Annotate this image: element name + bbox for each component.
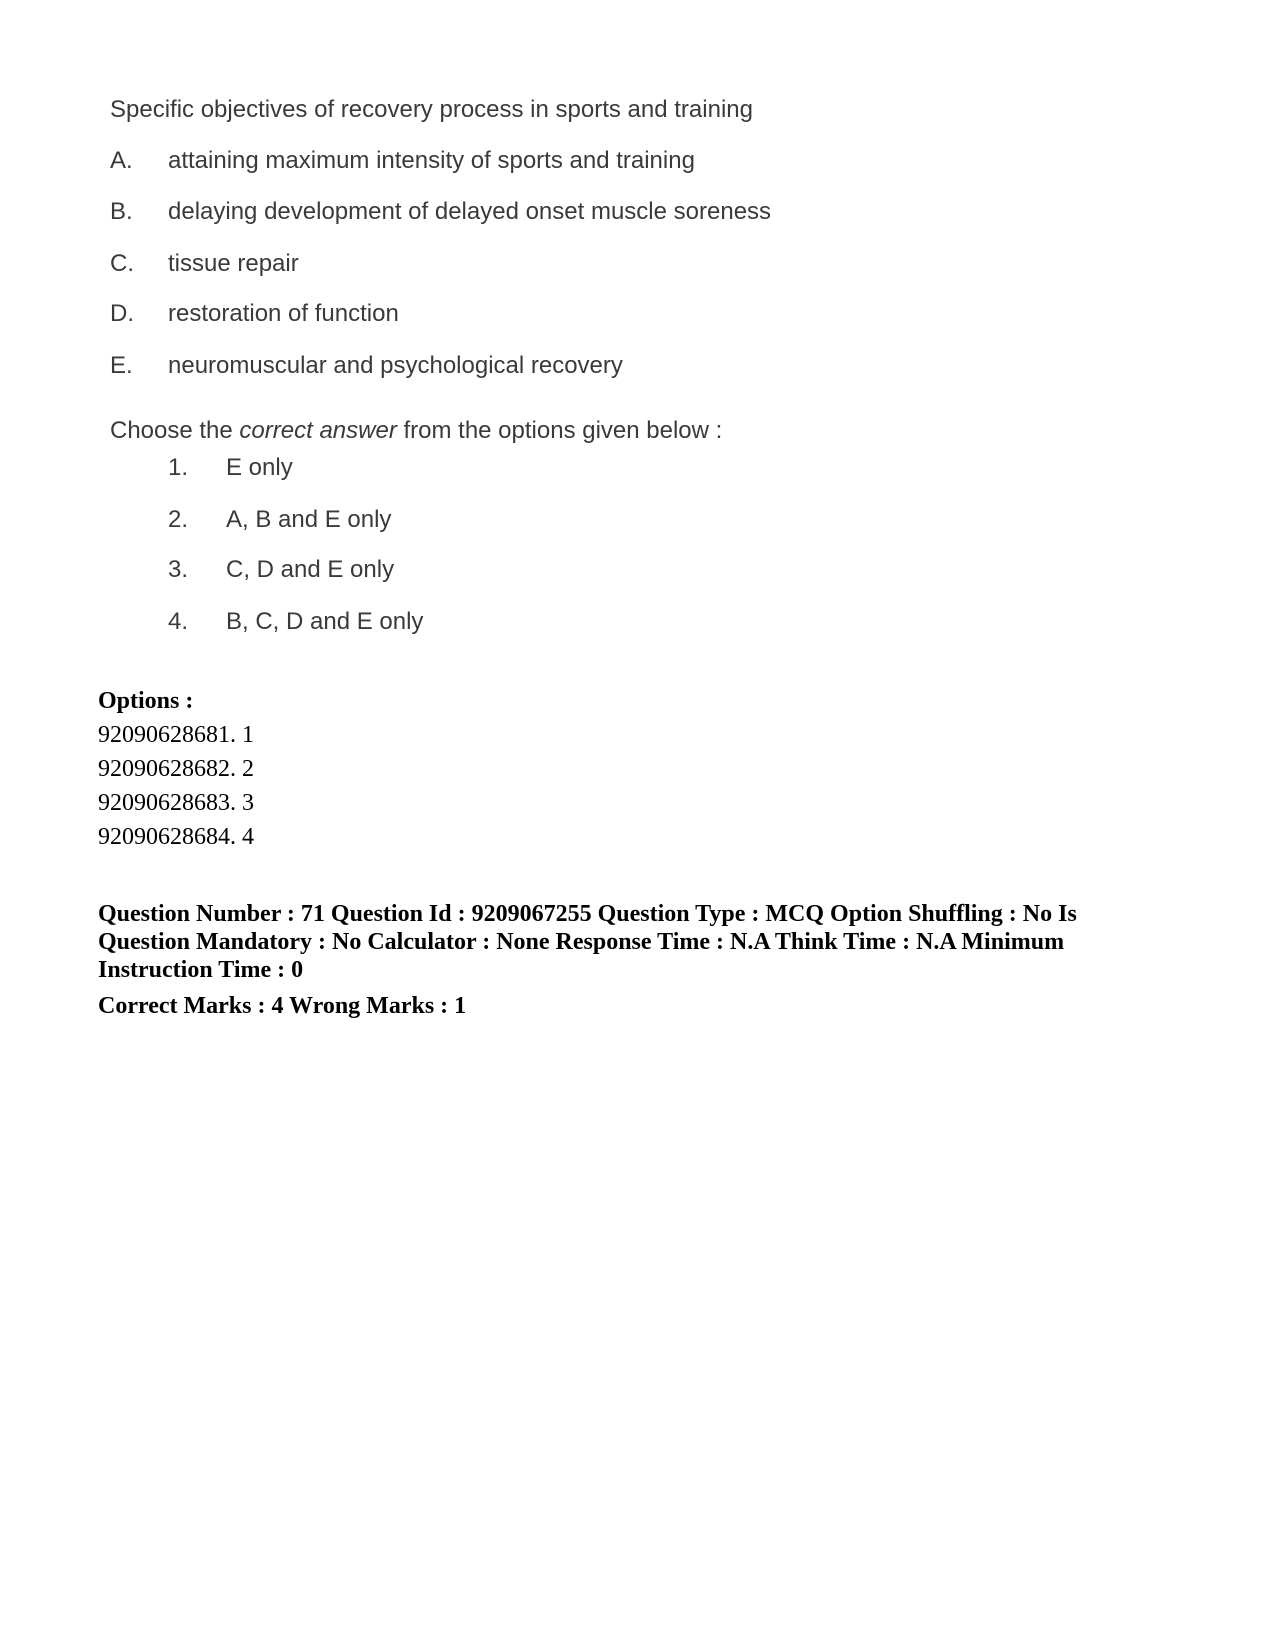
option-item-1: 92090628681. 1 [98,722,254,748]
statement-letter: A. [110,147,133,174]
choice-number: 4. [168,608,189,635]
choice-text: C, D and E only [226,556,395,583]
question-meta: Question Number : 71 Question Id : 9209067255 Question Type : MCQ Option Shuffling : No Is Question Mandatory : No Calculator : None Response Time : N.A Think Time : N.A Minimum Instruction Time : 0 [98,901,1077,983]
statement-letter: B. [110,198,133,225]
option-item-4: 92090628684. 4 [98,824,254,850]
option-item-3: 92090628683. 3 [98,790,254,816]
question-info [98,900,1108,1020]
instruction-before: Choose the [110,417,240,444]
option-item-2: 92090628682. 2 [98,756,254,782]
statement-a [110,147,695,175]
choice-number: 2. [168,506,189,533]
statement-letter: C. [110,250,134,277]
choice-number: 3. [168,556,189,583]
statement-letter: D. [110,300,134,327]
choice-1 [168,454,293,482]
question-image [96,92,856,672]
choice-3 [168,556,394,584]
instruction-emphasis: correct answer [239,417,397,444]
statement-b [110,198,771,226]
marks-info: Correct Marks : 4 Wrong Marks : 1 [98,993,467,1019]
statement-text: attaining maximum intensity of sports and training [168,147,695,174]
statement-text: tissue repair [168,250,299,277]
choice-text: E only [226,454,293,481]
statement-text: restoration of function [168,300,399,327]
choice-text: A, B and E only [226,506,392,533]
statement-c [110,250,299,278]
choice-4 [168,608,423,636]
statement-e [110,352,623,380]
choice-2 [168,506,391,534]
statement-text: delaying development of delayed onset muscle soreness [168,198,772,225]
instruction-after: from the options given below : [396,417,723,444]
statement-text: neuromuscular and psychological recovery [168,352,623,379]
answer-instruction [110,417,722,445]
choice-text: B, C, D and E only [226,608,424,635]
question-stem: Specific objectives of recovery process in sports and training [110,96,753,123]
statement-letter: E. [110,352,133,379]
options-heading: Options : [98,688,194,714]
choice-number: 1. [168,454,189,481]
statement-d [110,300,399,328]
